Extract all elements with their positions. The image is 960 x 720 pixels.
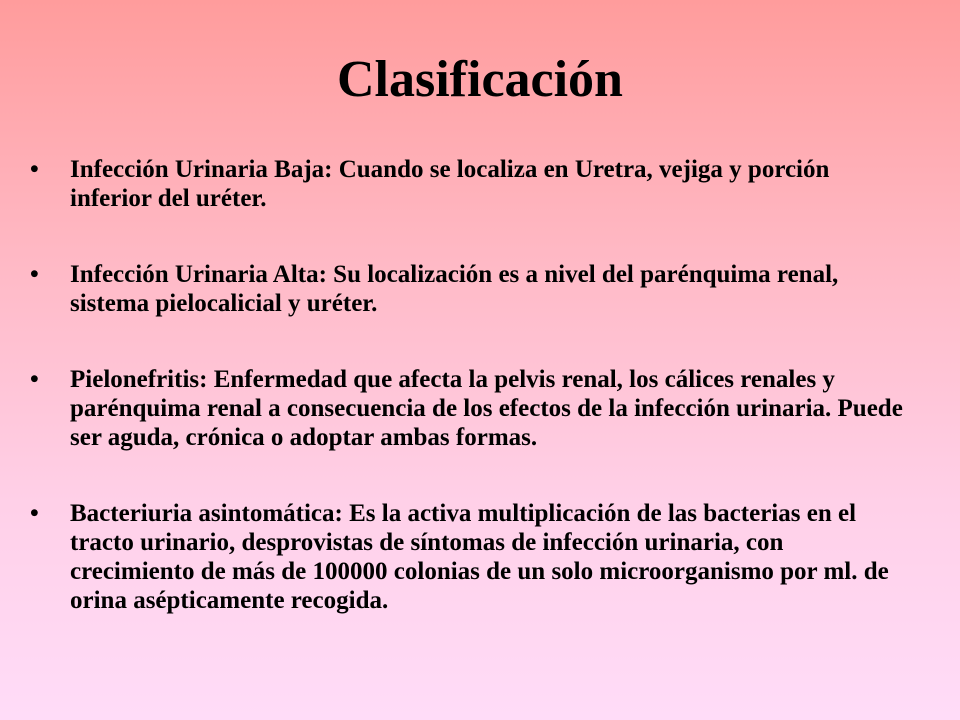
bullet-list bbox=[30, 155, 910, 615]
bullet-marker: • bbox=[30, 261, 39, 288]
bullet-text: Pielonefritis: Enfermedad que afecta la pelvis renal, los cálices renales y parénquima renal a consecuencia de los efectos de la infección urinaria. Puede ser aguda, crónica o adoptar ambas formas. bbox=[70, 366, 903, 451]
bullet-item bbox=[30, 155, 910, 213]
bullet-text: Infección Urinaria Alta: Su localización es a nivel del parénquima renal, sistema pielocalicial y uréter. bbox=[70, 261, 839, 317]
slide-title: Clasificación bbox=[337, 51, 623, 108]
bullet-item bbox=[30, 365, 910, 452]
bullet-marker: • bbox=[30, 366, 39, 393]
bullet-text: Infección Urinaria Baja: Cuando se localiza en Uretra, vejiga y porción inferior del uréter. bbox=[70, 156, 830, 212]
bullet-item bbox=[30, 499, 910, 615]
bullet-marker: • bbox=[30, 156, 39, 183]
bullet-marker: • bbox=[30, 500, 39, 527]
bullet-item bbox=[30, 260, 910, 318]
bullet-text: Bacteriuria asintomática: Es la activa multiplicación de las bacterias en el tracto urinario, desprovistas de síntomas de infección urinaria, con crecimiento de más de 100000 colonias de un solo microorganismo por ml. de orina asépticamente recogida. bbox=[70, 500, 889, 614]
